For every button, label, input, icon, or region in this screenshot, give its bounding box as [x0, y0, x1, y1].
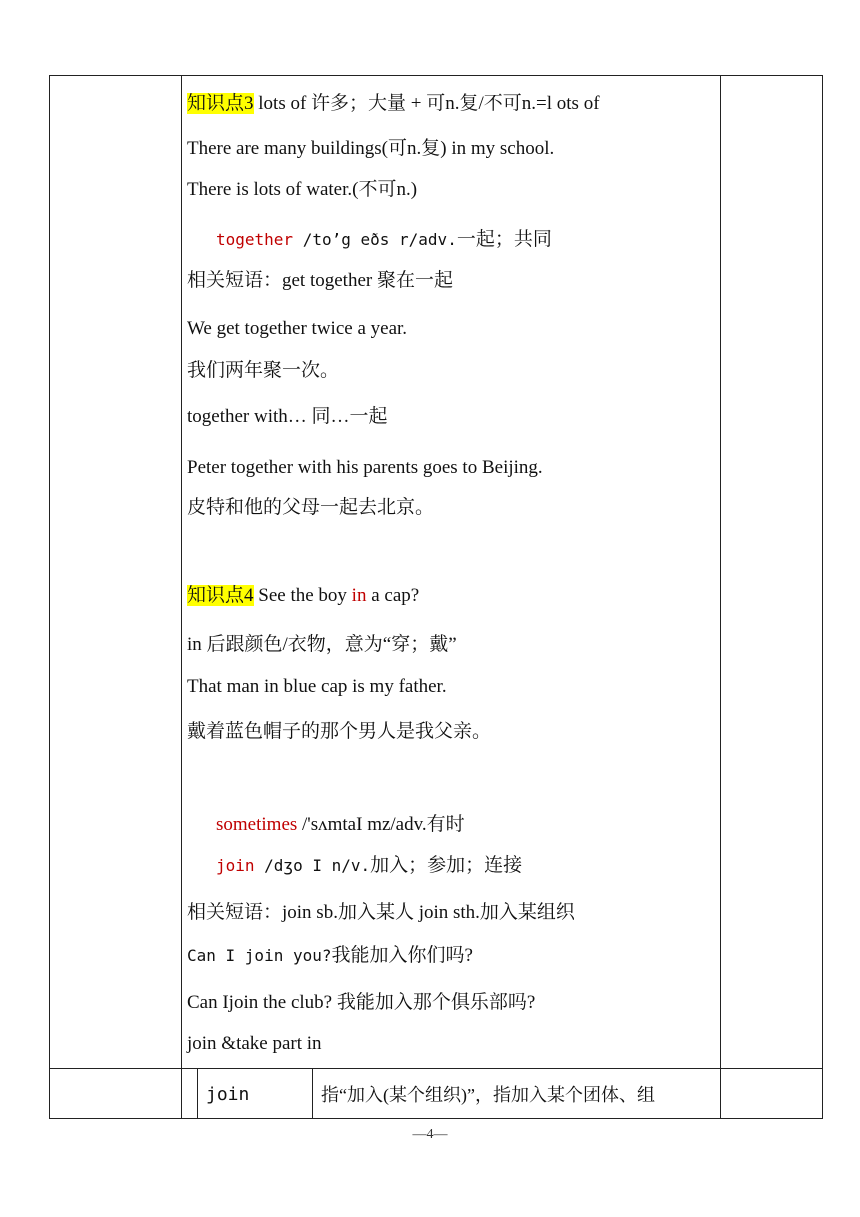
kp3-heading [187, 93, 600, 115]
column-divider-right [720, 76, 721, 1118]
sometimes-phonetic: /'sʌmtaI mz/adv.有时 [297, 814, 465, 835]
together-example2-en: Peter together with his parents goes to Beijing. [187, 457, 543, 478]
inner-divider-2 [312, 1068, 313, 1118]
together-meaning: 一起；共同 [456, 229, 552, 250]
bottom-row-col1: join [206, 1084, 250, 1105]
kp4-rule: in 后跟颜色/衣物，意为“穿；戴” [187, 634, 457, 655]
content-table [49, 75, 823, 1119]
join-phrase: 相关短语：join sb.加入某人 join sth.加入某组织 [187, 902, 575, 923]
kp3-example-2: There is lots of water.(不可n.) [187, 179, 418, 200]
together-phonetic: /to’g eðs r/adv. [293, 230, 457, 249]
sometimes-entry [216, 814, 465, 836]
join-meaning: 加入；参加；连接 [370, 855, 523, 876]
page-number: —4— [412, 1127, 448, 1142]
kp3-tag: 知识点3 [187, 93, 254, 114]
row-divider [50, 1068, 822, 1069]
join-example-1-zh: 我能加入你们吗? [331, 945, 473, 966]
join-example-2: Can Ijoin the club? 我能加入那个俱乐部吗? [187, 992, 536, 1013]
kp4-tag: 知识点4 [187, 585, 254, 606]
sometimes-word: sometimes [216, 814, 298, 835]
kp4-in: in [351, 585, 367, 606]
kp4-post: a cap? [366, 585, 420, 606]
join-example-1-en: Can I join you? [187, 946, 332, 965]
inner-divider-1 [197, 1068, 198, 1118]
kp3-text: lots of 许多；大量 + 可n.复/不可n.=l ots of [253, 93, 600, 114]
together-phrase: 相关短语：get together 聚在一起 [187, 270, 453, 291]
join-compare: join &take part in [187, 1033, 322, 1054]
bottom-row-col2: 指“加入(某个组织)”，指加入某个团体、组 [321, 1085, 655, 1105]
column-divider-left [181, 76, 182, 1118]
together-example2-zh: 皮特和他的父母一起去北京。 [187, 497, 435, 518]
kp4-example-en: That man in blue cap is my father. [187, 676, 447, 697]
kp3-example-1: There are many buildings(可n.复) in my school. [187, 138, 555, 159]
kp4-example-zh: 戴着蓝色帽子的那个男人是我父亲。 [187, 721, 492, 742]
kp4-heading [187, 585, 419, 607]
together-entry [216, 229, 552, 251]
join-example-1 [187, 945, 473, 967]
join-entry [216, 855, 522, 877]
join-phonetic: /dʒo I n/v. [254, 856, 371, 875]
together-phrase-2: together with… 同…一起 [187, 406, 388, 427]
together-word: together [216, 230, 294, 249]
together-example-en: We get together twice a year. [187, 318, 408, 339]
kp4-pre: See the boy [253, 585, 352, 606]
together-example-zh: 我们两年聚一次。 [187, 360, 340, 381]
join-word: join [216, 856, 255, 875]
